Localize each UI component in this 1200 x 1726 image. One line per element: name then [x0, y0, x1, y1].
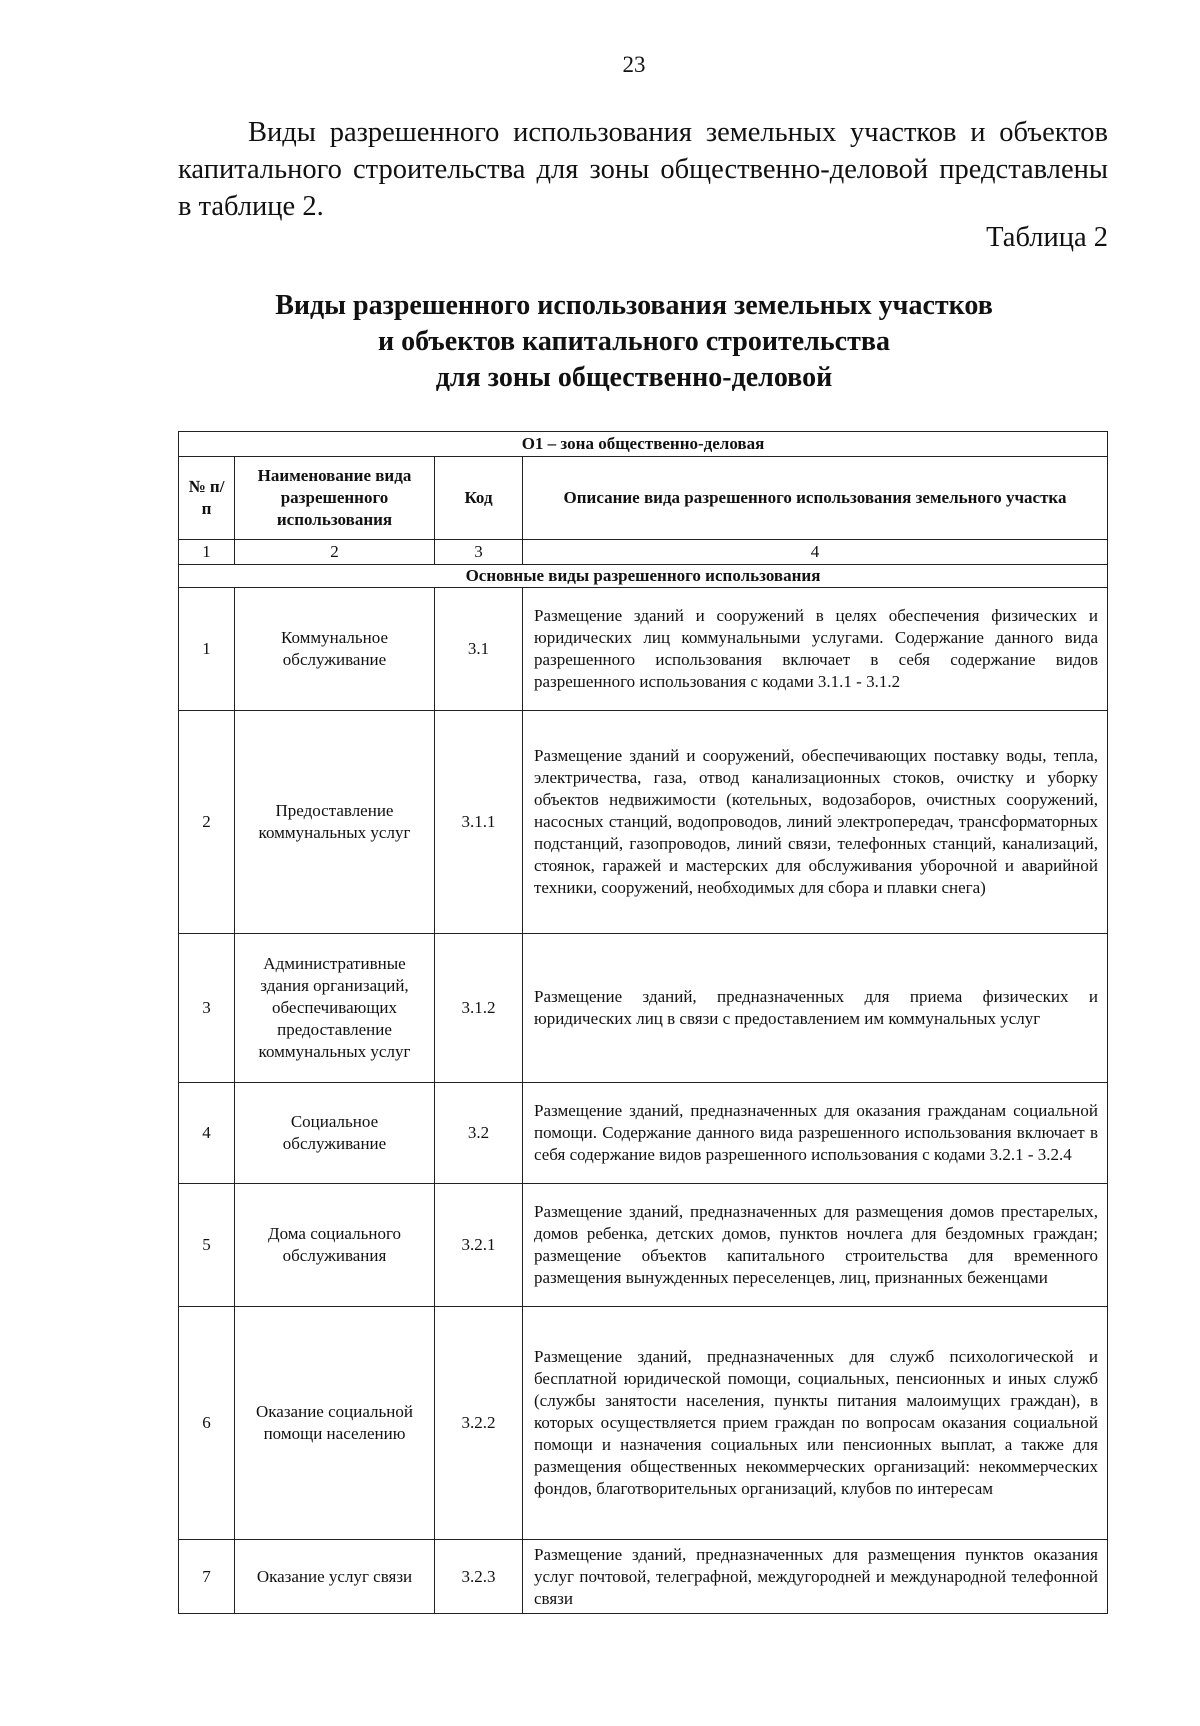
- row-code: 3.1.2: [435, 934, 523, 1083]
- row-name: Оказание социальной помощи населению: [235, 1307, 435, 1540]
- column-header-code: Код: [435, 457, 523, 540]
- row-code: 3.2: [435, 1083, 523, 1184]
- column-number: 2: [235, 540, 435, 565]
- column-number: 1: [179, 540, 235, 565]
- table-row: [179, 588, 1108, 711]
- land-use-table: [178, 431, 1108, 1614]
- intro-paragraph: Виды разрешенного использования земельных участков и объектов капитального строительства для зоны общественно-деловой представлены в таблице 2.: [178, 117, 1108, 222]
- row-description: Размещение зданий и сооружений в целях обеспечения физических и юридических лиц коммунальными услугами. Содержание данного вида разрешенного использования включает в себя содержание видов разрешенного использования с кодами 3.1.1 - 3.1.2: [523, 588, 1108, 711]
- row-number: 3: [179, 934, 235, 1083]
- row-code: 3.2.1: [435, 1184, 523, 1307]
- table-row: [179, 711, 1108, 934]
- row-description: Размещение зданий, предназначенных для служб психологической и бесплатной юридической помощи, социальных, пенсионных и иных служб (службы занятости населения, пункты питания малоимущих граждан), в которых осуществляется прием граждан по вопросам оказания социальной помощи и назначения социальных или пенсионных выплат, а также для размещения общественных некоммерческих организаций: некоммерческих фондов, благотворительных организаций, клубов по интересам: [523, 1307, 1108, 1540]
- row-name: Коммунальное обслуживание: [235, 588, 435, 711]
- zone-header: О1 – зона общественно-деловая: [179, 432, 1108, 457]
- column-header-row: [179, 457, 1108, 540]
- row-number: 6: [179, 1307, 235, 1540]
- row-name: Административные здания организаций, обеспечивающих предоставление коммунальных услуг: [235, 934, 435, 1083]
- row-code: 3.2.3: [435, 1540, 523, 1614]
- column-header-num: № п/п: [179, 457, 235, 540]
- table-row: [179, 1540, 1108, 1614]
- column-number: 4: [523, 540, 1108, 565]
- row-description: Размещение зданий, предназначенных для приема физических и юридических лиц в связи с предоставлением им коммунальных услуг: [523, 934, 1108, 1083]
- row-name: Оказание услуг связи: [235, 1540, 435, 1614]
- row-code: 3.2.2: [435, 1307, 523, 1540]
- row-number: 2: [179, 711, 235, 934]
- row-description: Размещение зданий, предназначенных для размещения домов престарелых, домов ребенка, детских домов, пунктов ночлега для бездомных граждан; размещение объектов капитального строительства для временного размещения вынужденных переселенцев, лиц, признанных беженцами: [523, 1184, 1108, 1307]
- column-number-row: [179, 540, 1108, 565]
- table-row: [179, 1083, 1108, 1184]
- table-title-line: и объектов капитального строительства: [378, 326, 890, 357]
- row-number: 1: [179, 588, 235, 711]
- table-row: [179, 934, 1108, 1083]
- row-number: 5: [179, 1184, 235, 1307]
- section-row: [179, 565, 1108, 588]
- column-header-name: Наименование вида разрешенного использования: [235, 457, 435, 540]
- row-description: Размещение зданий, предназначенных для оказания гражданам социальной помощи. Содержание данного вида разрешенного использования включает в себя содержание видов разрешенного использования с кодами 3.2.1 - 3.2.4: [523, 1083, 1108, 1184]
- column-header-description: Описание вида разрешенного использования земельного участка: [523, 457, 1108, 540]
- table-row: [179, 1307, 1108, 1540]
- table-title: [0, 288, 1200, 396]
- row-description: Размещение зданий и сооружений, обеспечивающих поставку воды, тепла, электричества, газа, отвод канализационных стоков, очистку и уборку объектов недвижимости (котельных, водозаборов, очистных сооружений, насосных станций, водопроводов, линий электропередач, трансформаторных подстанций, газопроводов, линий связи, телефонных станций, канализаций, стоянок, гаражей и мастерских для обслуживания уборочной и аварийной техники, сооружений, необходимых для сбора и плавки снега): [523, 711, 1108, 934]
- column-number: 3: [435, 540, 523, 565]
- row-code: 3.1: [435, 588, 523, 711]
- row-name: Социальное обслуживание: [235, 1083, 435, 1184]
- table-row: [179, 1184, 1108, 1307]
- row-name: Предоставление коммунальных услуг: [235, 711, 435, 934]
- page-number: 23: [622, 52, 646, 77]
- row-number: 7: [179, 1540, 235, 1614]
- row-number: 4: [179, 1083, 235, 1184]
- table-label: Таблица 2: [986, 222, 1108, 253]
- row-description: Размещение зданий, предназначенных для размещения пунктов оказания услуг почтовой, телеграфной, междугородней и международной телефонной связи: [523, 1540, 1108, 1614]
- section-header: Основные виды разрешенного использования: [179, 565, 1108, 588]
- table-title-line: для зоны общественно-деловой: [435, 362, 833, 393]
- zone-header-row: [179, 432, 1108, 457]
- row-name: Дома социального обслуживания: [235, 1184, 435, 1307]
- row-code: 3.1.1: [435, 711, 523, 934]
- table-title-line: Виды разрешенного использования земельных участков: [275, 290, 993, 321]
